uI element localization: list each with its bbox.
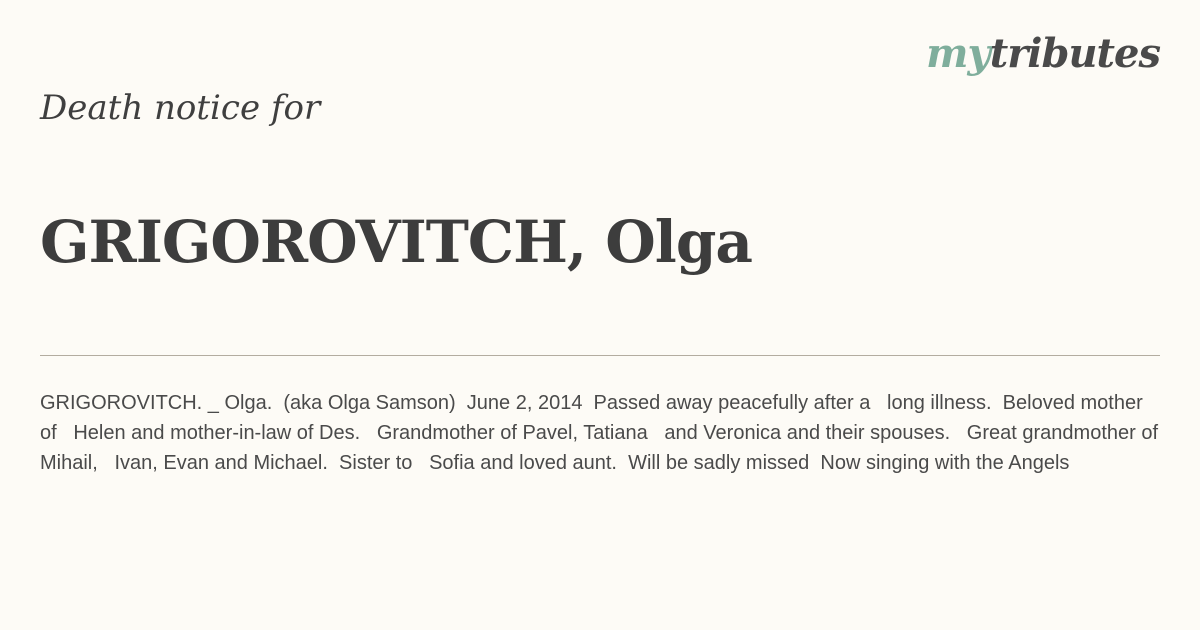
section-divider [40, 355, 1160, 356]
logo-my-text: my [926, 30, 990, 77]
notice-body: GRIGOROVITCH. _ Olga. (aka Olga Samson) June 2, 2014 Passed away peacefully after a long illness. Beloved mother of Helen and mother-in-law of Des. Grandmother of Pavel, Tatiana and Veronica and their spouses. Great grandmother of Mihail, Ivan, Evan and Michael. Sister to Sofia and loved aunt. Will be sadly missed Now singing with the Angels [40, 392, 1164, 474]
deceased-name: GRIGOROVITCH, Olga [40, 208, 752, 276]
logo-tributes-text: tributes [989, 30, 1160, 77]
mytributes-logo[interactable] [926, 30, 1160, 77]
death-notice-subtitle: Death notice for [40, 88, 321, 128]
